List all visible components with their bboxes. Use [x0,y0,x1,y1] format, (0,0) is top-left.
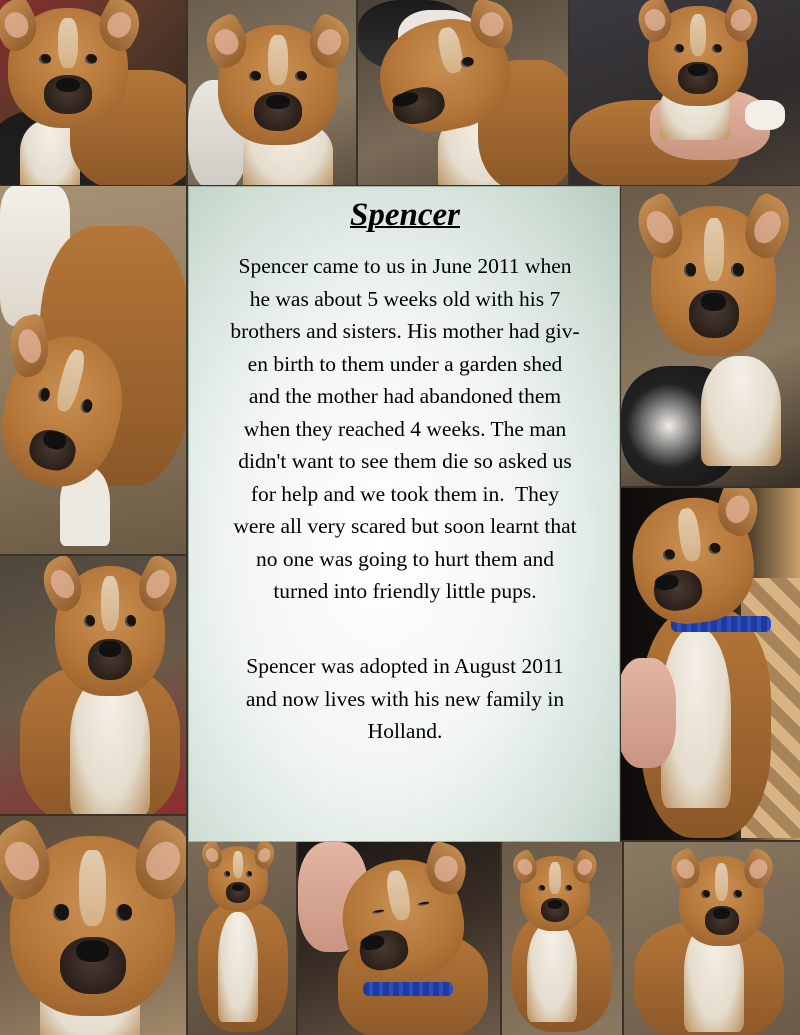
story-line: were all very scared but soon learnt that [233,514,577,538]
story-panel [188,186,620,842]
photo-right-2 [621,488,800,840]
photo-left-1 [0,186,186,554]
photo-left-2 [0,556,186,814]
photo-top-3 [358,0,568,185]
story-line: Spencer was adopted in August 2011 [246,654,564,678]
story-line: brothers and sisters. His mother had giv- [230,319,580,343]
photo-top-1 [0,0,186,185]
photo-right-1 [621,186,800,486]
story-line: for help and we took them in. They [250,481,560,506]
photo-bottom-4 [502,842,622,1035]
story-line: didn't want to see them die so asked us [238,449,572,473]
photo-top-4 [570,0,800,185]
photo-bottom-3 [298,842,500,1035]
story-line: and the mother had abandoned them [248,384,562,408]
story-line: no one was going to hurt them and [256,546,554,571]
story-line: and now lives with his new family in [245,686,565,711]
story-line: turned into friendly little pups. [273,579,537,603]
story-paragraph-2 [191,650,619,748]
story-line: Holland. [367,719,443,743]
photo-bottom-1 [0,816,186,1035]
story-line: he was about 5 weeks old with his 7 [249,286,561,311]
story-line: when they reached 4 weeks. The man [243,416,567,441]
photo-top-2 [188,0,356,185]
photo-bottom-5 [624,842,800,1035]
page-title: Spencer [350,197,460,233]
story-paragraph-1 [191,250,619,608]
story-line: en birth to them under a garden shed [247,351,563,376]
photo-bottom-2 [188,842,296,1035]
story-line: Spencer came to us in June 2011 when [238,254,572,278]
